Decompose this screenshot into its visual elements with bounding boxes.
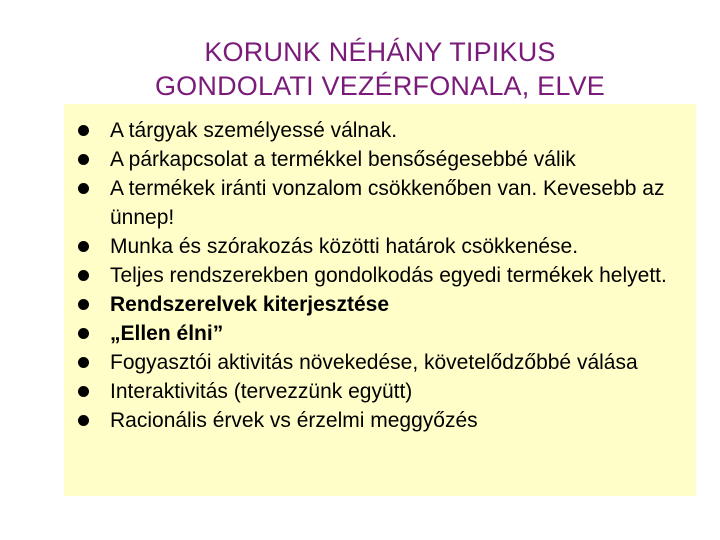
slide-title-line1: KORUNK NÉHÁNY TIPIKUS <box>204 37 556 67</box>
bullet-dot-icon <box>78 386 89 397</box>
bullet-text: A tárgyak személyessé válnak. <box>110 119 398 142</box>
bullet-dot-icon <box>78 357 89 368</box>
slide-title <box>140 35 620 103</box>
bullet-dot-icon <box>78 270 89 281</box>
bullet-dot-icon <box>78 299 89 310</box>
bullet-text: Teljes rendszerekben gondolkodás egyedi termékek helyett. <box>110 264 667 287</box>
bullet-text: „Ellen élni” <box>110 322 224 345</box>
slide-title-line2: GONDOLATI VEZÉRFONALA, ELVE <box>154 71 605 101</box>
bullet-dot-icon <box>78 241 89 252</box>
bullet-item <box>64 145 696 174</box>
bullet-dot-icon <box>78 328 89 339</box>
bullet-text: Munka és szórakozás közötti határok csökkenése. <box>110 235 579 258</box>
content-box <box>64 104 696 496</box>
bullet-item <box>64 348 696 377</box>
bullet-item <box>64 232 696 261</box>
bullet-text: A párkapcsolat a termékkel bensőségesebbé válik <box>110 148 576 171</box>
bullet-list <box>64 116 696 435</box>
bullet-dot-icon <box>78 154 89 165</box>
bullet-dot-icon <box>78 183 89 194</box>
bullet-item <box>64 377 696 406</box>
bullet-text: A termékek iránti vonzalom csökkenőben van. Kevesebb az ünnep! <box>110 177 665 229</box>
bullet-text: Fogyasztói aktivitás növekedése, követelődzőbbé válása <box>110 351 638 374</box>
bullet-text: Interaktivitás (tervezzünk együtt) <box>110 380 413 403</box>
bullet-text: Racionális érvek vs érzelmi meggyőzés <box>110 409 478 432</box>
bullet-item <box>64 116 696 145</box>
bullet-item <box>64 406 696 435</box>
bullet-dot-icon <box>78 415 89 426</box>
bullet-item <box>64 174 696 232</box>
bullet-item <box>64 319 696 348</box>
bullet-text: Rendszerelvek kiterjesztése <box>110 293 389 316</box>
bullet-item <box>64 290 696 319</box>
bullet-item <box>64 261 696 290</box>
bullet-dot-icon <box>78 125 89 136</box>
